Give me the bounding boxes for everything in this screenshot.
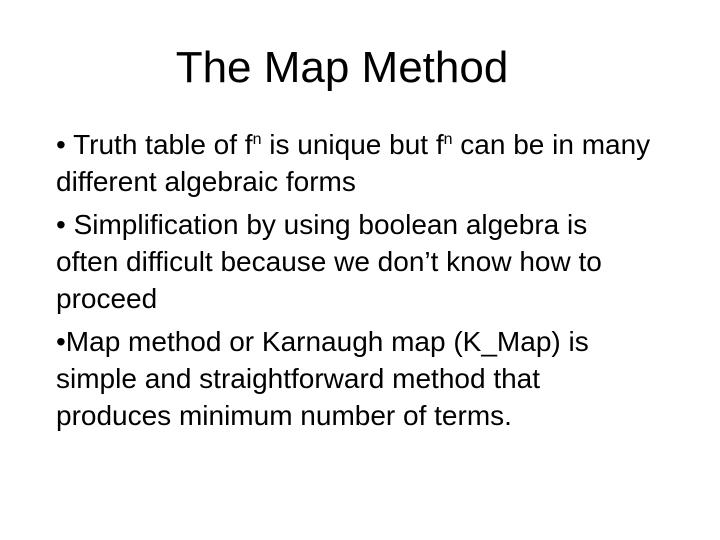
- bullet-1-text-b: is unique but f: [261, 129, 444, 160]
- bullet-1: [56, 126, 656, 200]
- superscript-n: n: [443, 131, 453, 148]
- bullet-3: •Map method or Karnaugh map (K_Map) is simple and straightforward method that produces minimum number of terms.: [56, 326, 589, 431]
- slide-title: The Map Method: [175, 43, 509, 92]
- slide-body: [56, 126, 656, 440]
- bullet-2: • Simplification by using boolean algebra is often difficult because we don’t know how to proceed: [56, 209, 602, 314]
- superscript-n: n: [252, 131, 262, 148]
- bullet-1-text-c: can be in many different algebraic forms: [56, 129, 651, 197]
- bullet-1-text-a: • Truth table of f: [56, 129, 253, 160]
